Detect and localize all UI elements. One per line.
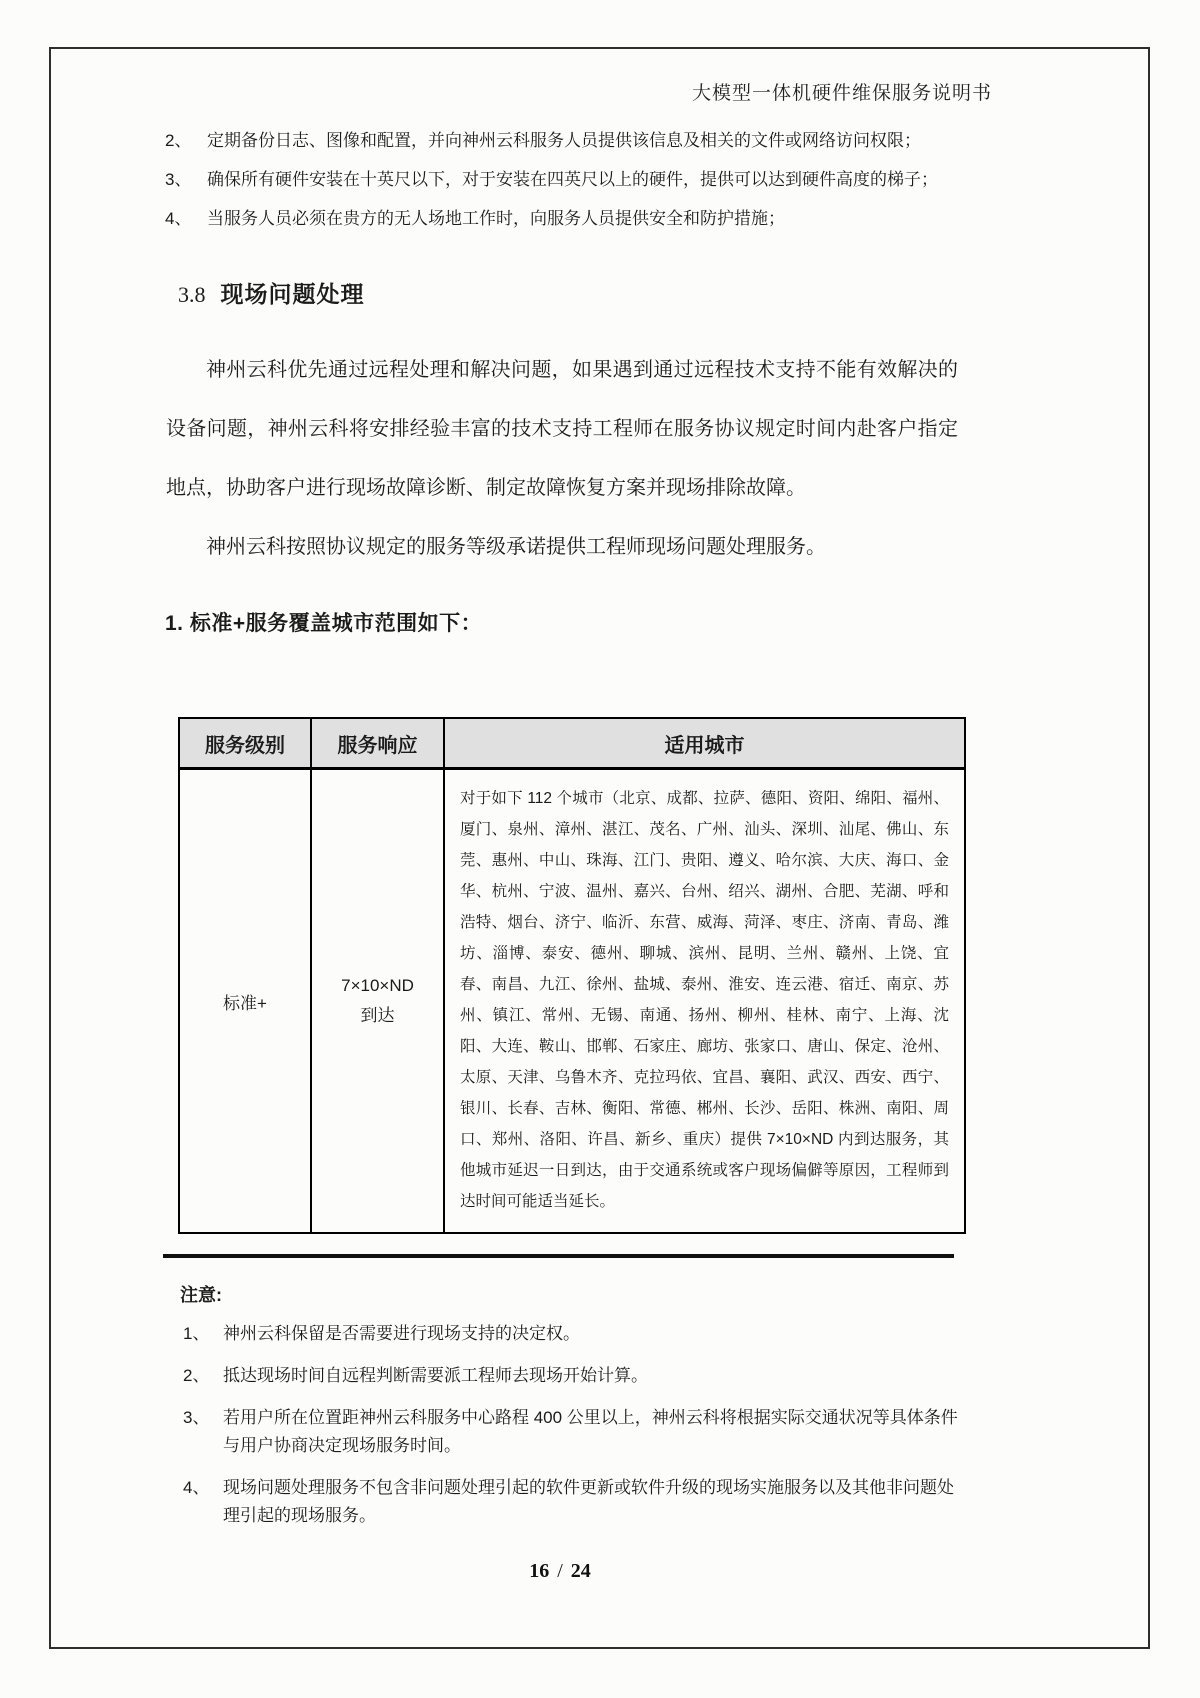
list-item-number: 3、: [165, 170, 192, 189]
list-item-number: 4、: [165, 209, 192, 228]
table-row: [179, 769, 965, 1234]
note-item-text: 若用户所在位置距神州云科服务中心路程 400 公里以上，神州云科将根据实际交通状况等具体条件与用户协商决定现场服务时间。: [223, 1408, 958, 1455]
section-body: [166, 341, 958, 577]
column-header-cities: 适用城市: [444, 718, 965, 769]
note-item: [183, 1320, 958, 1348]
note-item-number: 2、: [183, 1366, 210, 1385]
coverage-table: [178, 717, 966, 1234]
section-heading: [178, 276, 365, 309]
obligation-list: [165, 128, 957, 245]
note-item: [183, 1362, 958, 1390]
note-item-text: 抵达现场时间自远程判断需要派工程师去现场开始计算。: [223, 1366, 648, 1385]
service-response-line2: 到达: [360, 1006, 395, 1025]
column-header-service-level: 服务级别: [179, 718, 311, 769]
list-item-text: 定期备份日志、图像和配置，并向神州云科服务人员提供该信息及相关的文件或网络访问权限；: [207, 131, 921, 150]
section-number: 3.8: [178, 282, 206, 307]
cell-applicable-cities: 对于如下 112 个城市（北京、成都、拉萨、德阳、资阳、绵阳、福州、厦门、泉州、漳州、湛江、茂名、广州、汕头、深圳、汕尾、佛山、东莞、惠州、中山、珠海、江门、贵阳、遵义、哈尔滨、大庆、海口、金华、杭州、宁波、温州、嘉兴、台州、绍兴、湖州、合肥、芜湖、呼和浩特、烟台、济宁、临沂、东营、威海、菏泽、枣庄、济南、青岛、潍坊、淄博、泰安、德州、聊城、滨州、昆明、兰州、赣州、上饶、宜春、南昌、九江、徐州、盐城、泰州、淮安、连云港、宿迁、南京、苏州、镇江、常州、无锡、南通、扬州、柳州、桂林、南宁、上海、沈阳、大连、鞍山、邯郸、石家庄、廊坊、张家口、唐山、保定、沧州、太原、天津、乌鲁木齐、克拉玛依、宜昌、襄阳、武汉、西安、西宁、银川、长春、吉林、衡阳、常德、郴州、长沙、岳阳、株洲、南阳、周口、郑州、洛阳、许昌、新乡、重庆）提供 7×10×ND 内到达服务，其他城市延迟一日到达，由于交通系统或客户现场偏僻等原因，工程师到达时间可能适当延长。: [444, 769, 965, 1234]
list-item-text: 当服务人员必须在贵方的无人场地工作时，向服务人员提供安全和防护措施；: [207, 209, 785, 228]
cell-service-level: 标准+: [179, 769, 311, 1234]
list-item: [165, 128, 957, 154]
notes-list: [183, 1320, 958, 1544]
page-number-total: 24: [570, 1560, 591, 1582]
note-item-text: 神州云科保留是否需要进行现场支持的决定权。: [223, 1324, 580, 1343]
list-item: [165, 167, 957, 193]
paragraph: 神州云科优先通过远程处理和解决问题，如果遇到通过远程技术支持不能有效解决的设备问题，神州云科将安排经验丰富的技术支持工程师在服务协议规定时间内赴客户指定地点，协助客户进行现场故障诊断、制定故障恢复方案并现场排除故障。: [166, 359, 958, 499]
list-item: [165, 206, 957, 232]
coverage-table-header: [179, 718, 965, 769]
page-footer: [165, 1560, 955, 1583]
service-response-line1: 7×10×ND: [341, 976, 414, 995]
note-item-number: 3、: [183, 1408, 210, 1427]
page-number-separator: /: [557, 1560, 563, 1582]
list-item-number: 2、: [165, 131, 192, 150]
note-item-number: 1、: [183, 1324, 210, 1343]
notes-label: 注意:: [180, 1285, 222, 1305]
note-item-text: 现场问题处理服务不包含非问题处理引起的软件更新或软件升级的现场实施服务以及其他非问题处理引起的现场服务。: [223, 1478, 954, 1525]
page-header-title: 大模型一体机硬件维保服务说明书: [691, 83, 992, 104]
list-item-text: 确保所有硬件安装在十英尺以下，对于安装在四英尺以上的硬件，提供可以达到硬件高度的梯子；: [207, 170, 938, 189]
section-title: 现场问题处理: [220, 281, 365, 307]
note-item: [183, 1474, 958, 1530]
page-number-current: 16: [529, 1560, 550, 1582]
paragraph: 神州云科按照协议规定的服务等级承诺提供工程师现场问题处理服务。: [206, 536, 826, 558]
table-header-row: [179, 718, 965, 769]
cell-service-response: [311, 769, 444, 1234]
section-divider: [163, 1254, 954, 1258]
column-header-service-response: 服务响应: [311, 718, 444, 769]
note-item-number: 4、: [183, 1478, 210, 1497]
note-item: [183, 1404, 958, 1460]
coverage-heading: 1. 标准+服务覆盖城市范围如下：: [165, 612, 483, 635]
